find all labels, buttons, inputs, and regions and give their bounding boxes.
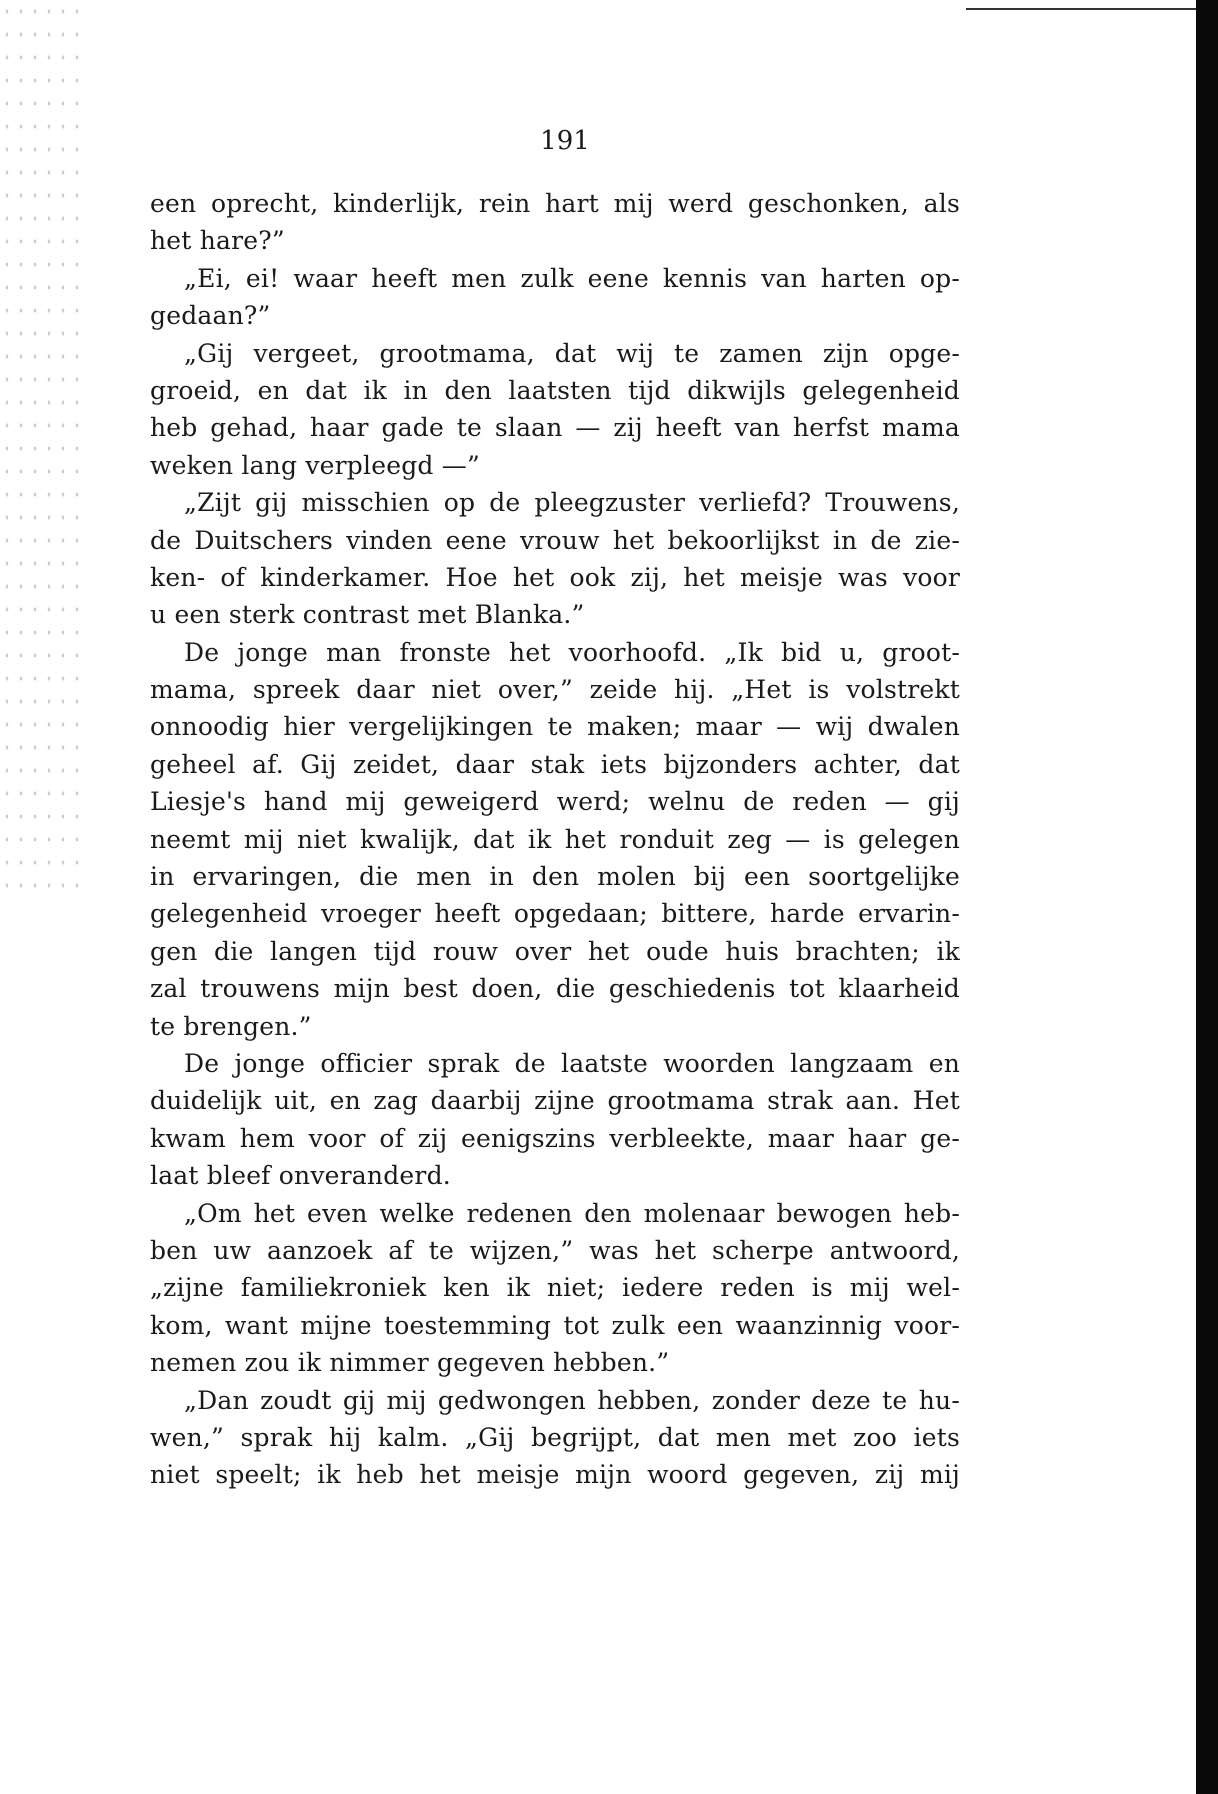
text-line: „Zijt gij misschien op de pleegzuster verliefd? Trouwens, <box>184 488 960 518</box>
text-line: De jonge man fronste het voorhoofd. „Ik bid u, groot- <box>184 637 960 667</box>
text-line: weken lang verpleegd —” <box>150 450 480 480</box>
text-line: duidelijk uit, en zag daarbij zijne grootmama strak aan. Het <box>150 1086 960 1116</box>
text-line: heb gehad, haar gade te slaan — zij heeft van herfst mama <box>150 413 960 443</box>
text-line: De jonge officier sprak de laatste woorden langzaam en <box>184 1048 960 1078</box>
text-line: kom, want mijne toestemming tot zulk een waanzinnig voor- <box>150 1310 960 1340</box>
text-line: „Om het even welke redenen den molenaar bewogen heb- <box>184 1198 960 1228</box>
text-line: gedaan?” <box>150 301 271 331</box>
text-line: u een sterk contrast met Blanka.” <box>150 600 585 630</box>
text-line: groeid, en dat ik in den laatsten tijd dikwijls gelegenheid <box>150 375 960 405</box>
text-line: neemt mij niet kwalijk, dat ik het ronduit zeg — is gelegen <box>150 824 960 854</box>
text-line: onnoodig hier vergelijkingen te maken; maar — wij dwalen <box>150 712 960 742</box>
text-line: zal trouwens mijn best doen, die geschiedenis tot klaarheid <box>150 974 960 1004</box>
page-number: 191 <box>540 126 590 156</box>
scan-edge-line <box>966 8 1196 10</box>
text-line: gen die langen tijd rouw over het oude huis brachten; ik <box>150 936 960 966</box>
text-line: het hare?” <box>150 226 285 256</box>
text-line: in ervaringen, die men in den molen bij een soortgelijke <box>150 862 960 892</box>
text-line: nemen zou ik nimmer gegeven hebben.” <box>150 1348 670 1378</box>
text-line: Liesje's hand mij geweigerd werd; welnu de reden — gij <box>150 787 960 817</box>
text-line: wen,” sprak hij kalm. „Gij begrijpt, dat men met zoo iets <box>150 1422 960 1452</box>
text-line: „zijne familiekroniek ken ik niet; iedere reden is mij wel- <box>150 1273 960 1303</box>
text-line: laat bleef onveranderd. <box>150 1161 451 1191</box>
text-line: „Gij vergeet, grootmama, dat wij te zamen zijn opge- <box>184 338 960 368</box>
text-line: ken- of kinderkamer. Hoe het ook zij, het meisje was voor <box>150 562 960 592</box>
text-line: een oprecht, kinderlijk, rein hart mij werd geschonken, als <box>150 189 960 218</box>
body-text <box>150 185 960 1494</box>
text-line: kwam hem voor of zij eenigszins verbleekte, maar haar ge- <box>150 1123 960 1153</box>
text-line: mama, spreek daar niet over,” zeide hij. „Het is volstrekt <box>150 675 960 705</box>
text-line: niet speelt; ik heb het meisje mijn woord gegeven, zij mij <box>150 1460 960 1490</box>
text-line: „Dan zoudt gij mij gedwongen hebben, zonder deze te hu- <box>184 1385 960 1415</box>
text-line: geheel af. Gij zeidet, daar stak iets bijzonders achter, dat <box>150 749 960 779</box>
text-line: te brengen.” <box>150 1011 312 1041</box>
text-line: ben uw aanzoek af te wijzen,” was het scherpe antwoord, <box>150 1235 960 1265</box>
text-line: de Duitschers vinden eene vrouw het bekoorlijkst in de zie- <box>150 525 960 555</box>
text-line: gelegenheid vroeger heeft opgedaan; bittere, harde ervarin- <box>150 899 960 929</box>
scan-page-edge <box>1196 0 1218 1794</box>
text-line: „Ei, ei! waar heeft men zulk eene kennis van harten op- <box>184 263 960 293</box>
